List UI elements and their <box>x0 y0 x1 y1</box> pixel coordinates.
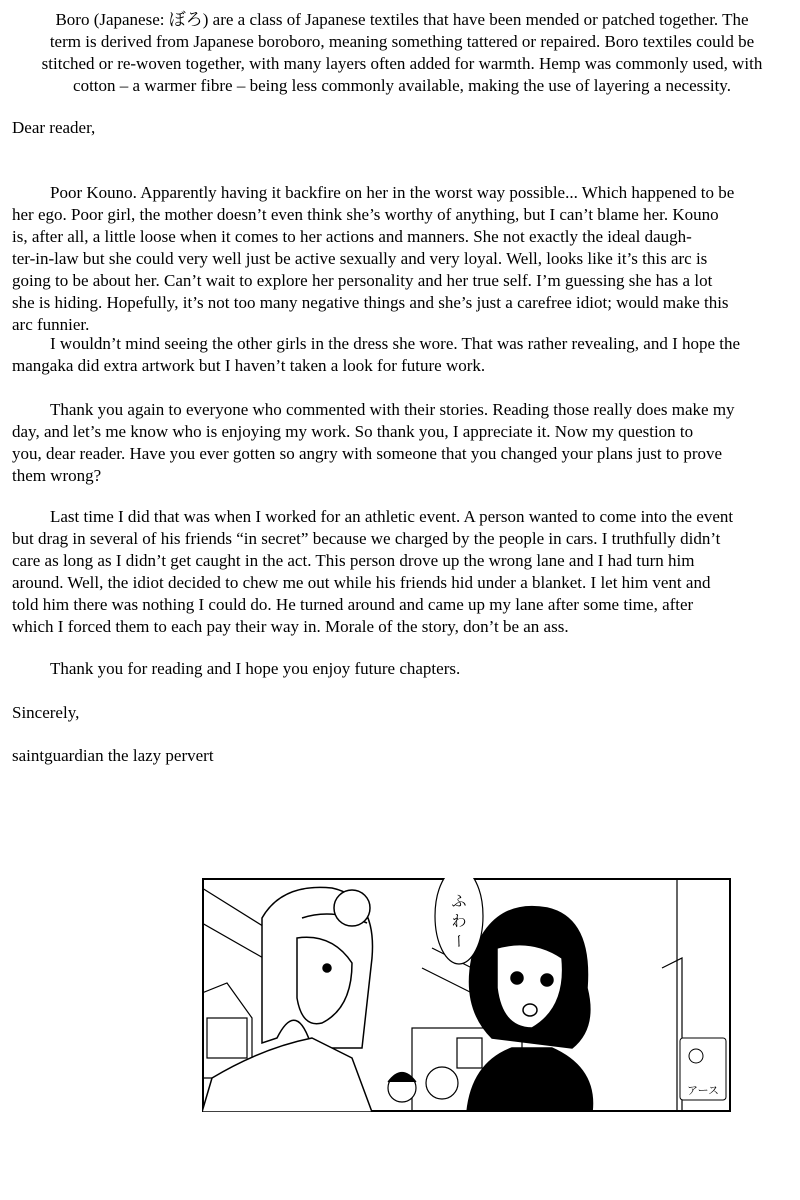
signature <box>12 745 792 767</box>
manga-panel-illustration <box>202 878 731 1112</box>
signature-text: saintguardian the lazy pervert <box>12 746 214 765</box>
paragraph-line: she is hiding. Hopefully, it’s not too many negative things and she’s just a carefree idiot; would make this <box>12 293 729 312</box>
letter-paragraph <box>12 399 792 487</box>
paragraph-line: I wouldn’t mind seeing the other girls in the dress she wore. That was rather revealing, and I hope the <box>50 334 741 353</box>
closing <box>12 702 792 724</box>
paragraph-line: you, dear reader. Have you ever gotten so angry with someone that you changed your plans just to prove <box>12 444 723 463</box>
paragraph-line: is, after all, a little loose when it comes to her actions and manners. She not exactly the ideal daugh- <box>12 227 692 246</box>
intro-line: cotton – a warmer fibre – being less commonly available, making the use of layering a necessity. <box>73 76 731 95</box>
intro-line: term is derived from Japanese boroboro, meaning something tattered or repaired. Boro textiles could be <box>49 32 755 51</box>
paragraph-line: ter-in-law but she could very well just be active sexually and very loyal. Well, looks like it’s this arc is <box>12 249 708 268</box>
speech-char: ー <box>450 933 468 949</box>
dark-haired-woman-figure <box>467 907 593 1112</box>
paragraph-line: day, and let’s me know who is enjoying my work. So thank you, I appreciate it. Now my question to <box>12 422 694 441</box>
salutation <box>12 117 792 139</box>
speech-char: ふ <box>451 892 467 910</box>
paragraph-line: Last time I did that was when I worked for an athletic event. A person wanted to come into the event <box>50 507 734 526</box>
paragraph-line: around. Well, the idiot decided to chew me out while his friends hid under a blanket. I let him vent and <box>12 573 711 592</box>
salutation-text: Dear reader, <box>12 118 96 137</box>
paragraph-line: Thank you again to everyone who commented with their stories. Reading those really does make my <box>50 400 735 419</box>
paragraph-line: but drag in several of his friends “in secret” because we charged by the people in cars. I truthfully didn’t <box>12 529 721 548</box>
paragraph-line: which I forced them to each pay their way in. Morale of the story, don’t be an ass. <box>12 617 569 636</box>
letter-paragraph <box>12 658 792 680</box>
paragraph-line: going to be about her. Can’t wait to explore her personality and her true self. I’m guessing she has a lot <box>12 271 713 290</box>
closing-text: Sincerely, <box>12 703 80 722</box>
paragraph-line: told him there was nothing I could do. He turned around and came up my lane after some time, after <box>12 595 694 614</box>
shop-sign <box>680 1038 726 1100</box>
letter-paragraph <box>12 182 792 336</box>
paragraph-line: them wrong? <box>12 466 102 485</box>
paragraph-line: mangaka did extra artwork but I haven’t taken a look for future work. <box>12 356 486 375</box>
intro-line: stitched or re-woven together, with many layers often added for warmth. Hemp was commonly used, with <box>41 54 763 73</box>
paragraph-line: arc funnier. <box>12 315 90 334</box>
speech-char: わ <box>451 912 467 930</box>
intro-line: Boro (Japanese: ぼろ) are a class of Japanese textiles that have been mended or patched together. The <box>55 10 749 29</box>
letter-paragraph <box>12 506 792 638</box>
paragraph-line: Poor Kouno. Apparently having it backfire on her in the worst way possible... Which happened to be <box>50 183 735 202</box>
paragraph-line: her ego. Poor girl, the mother doesn’t even think she’s worthy of anything, but I can’t blame her. Kouno <box>12 205 719 224</box>
speech-bubble <box>435 878 483 964</box>
sign-text: アース <box>686 1084 720 1097</box>
paragraph-line: care as long as I didn’t get caught in the act. This person drove up the wrong lane and I had turn him <box>12 551 695 570</box>
paragraph-line: Thank you for reading and I hope you enjoy future chapters. <box>50 659 461 678</box>
letter-paragraph <box>12 333 792 377</box>
intro-paragraph <box>12 9 792 97</box>
